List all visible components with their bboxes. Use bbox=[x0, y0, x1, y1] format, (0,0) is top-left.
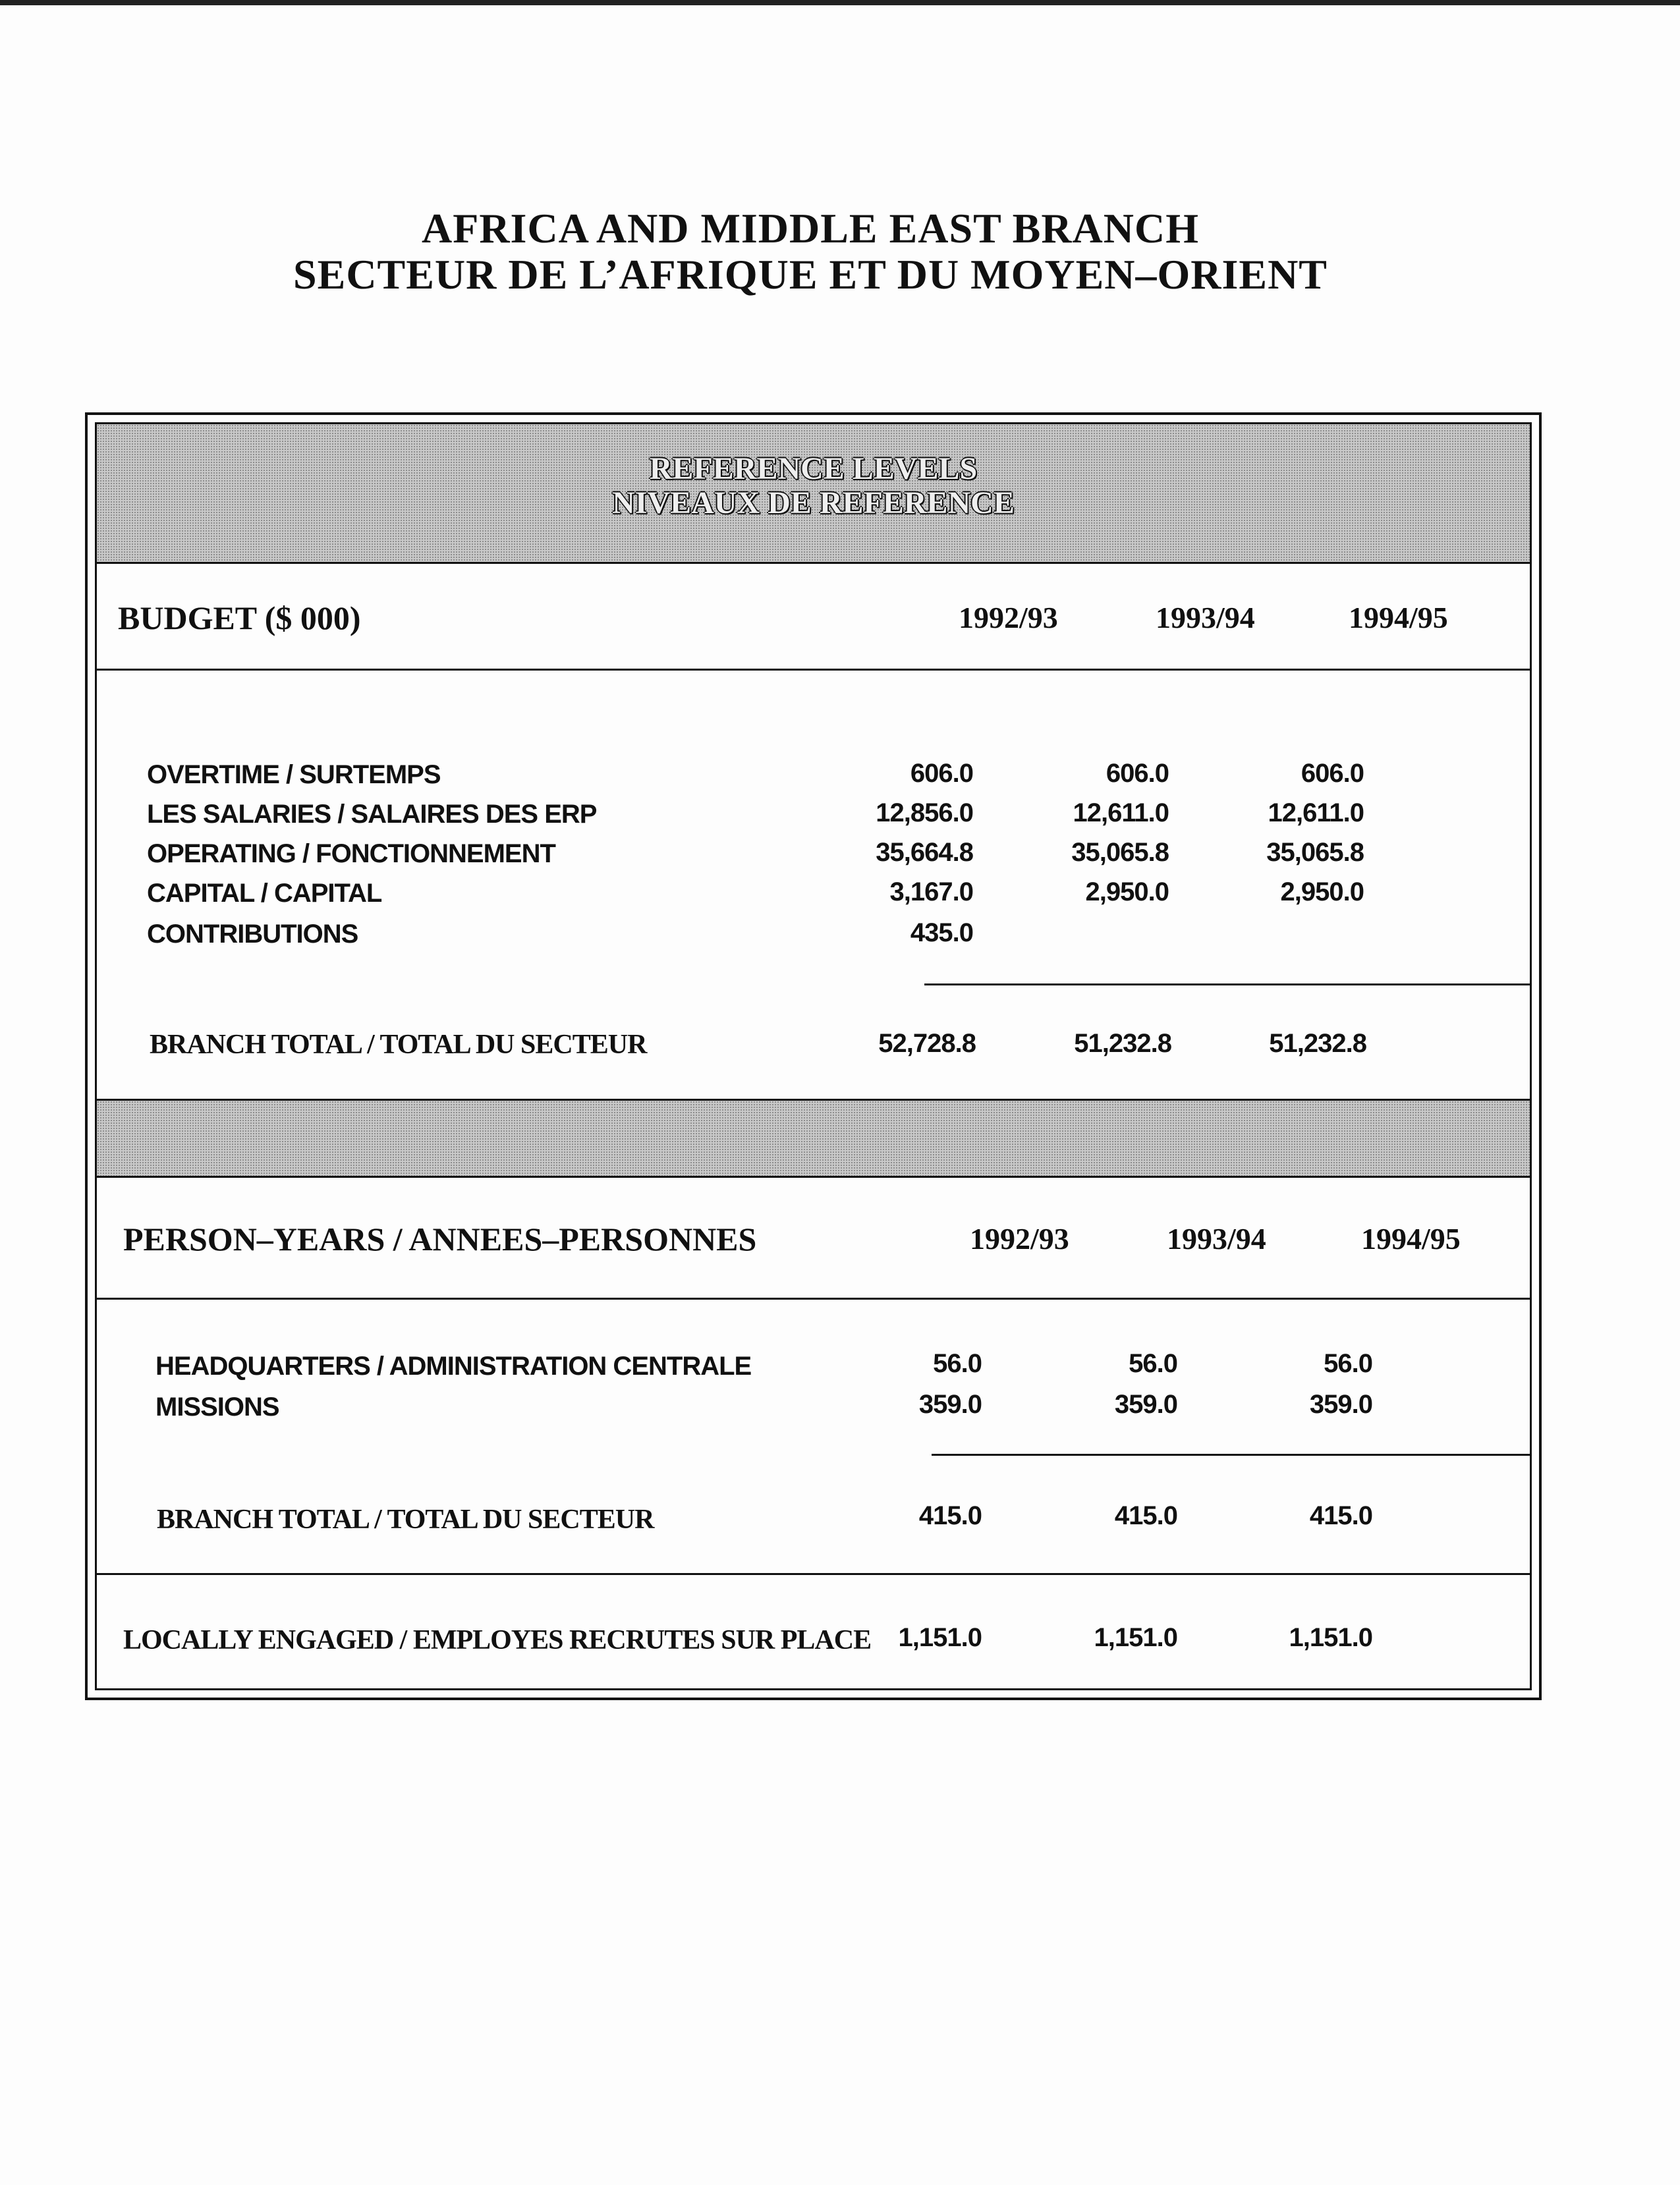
budget-row-value: 12,611.0 bbox=[1073, 798, 1169, 827]
budget-row-label: CAPITAL / CAPITAL bbox=[147, 879, 382, 908]
budget-row-value: 3,167.0 bbox=[889, 877, 973, 906]
person-years-row-value: 359.0 bbox=[1114, 1390, 1177, 1419]
reference-levels-title-french: NIVEAUX DE REFERENCE bbox=[612, 485, 1015, 520]
budget-heading: BUDGET ($ 000) bbox=[118, 599, 361, 636]
budget-row-label: LES SALARIES / SALAIRES DES ERP bbox=[147, 800, 597, 829]
budget-row-label: OPERATING / FONCTIONNEMENT bbox=[147, 839, 555, 868]
person-years-row-value: 56.0 bbox=[1324, 1349, 1372, 1378]
person-years-row-label: MISSIONS bbox=[155, 1393, 279, 1422]
locally-engaged-value: 1,151.0 bbox=[1289, 1623, 1372, 1652]
budget-total-value: 51,232.8 bbox=[1074, 1029, 1171, 1058]
budget-row-value: 35,065.8 bbox=[1071, 838, 1169, 867]
budget-row-value: 606.0 bbox=[1301, 759, 1364, 788]
person-years-row-label: HEADQUARTERS / ADMINISTRATION CENTRALE bbox=[155, 1352, 752, 1381]
reference-table-frame bbox=[85, 412, 1542, 1700]
budget-row-label: OVERTIME / SURTEMPS bbox=[147, 760, 441, 789]
budget-row-value: 35,065.8 bbox=[1266, 838, 1364, 867]
budget-total-value: 51,232.8 bbox=[1269, 1029, 1366, 1058]
budget-total-value: 52,728.8 bbox=[878, 1029, 976, 1058]
person-years-header-divider bbox=[97, 1298, 1530, 1300]
budget-year-2: 1993/94 bbox=[1156, 601, 1255, 634]
person-years-row-value: 359.0 bbox=[1309, 1390, 1372, 1419]
person-years-subtotal-rule bbox=[932, 1454, 1530, 1456]
person-years-total-value: 415.0 bbox=[918, 1501, 982, 1530]
budget-year-3: 1994/95 bbox=[1349, 601, 1448, 634]
budget-row-value: 35,664.8 bbox=[876, 838, 973, 867]
budget-row-value: 606.0 bbox=[910, 759, 973, 788]
locally-engaged-label: LOCALLY ENGAGED / EMPLOYES RECRUTES SUR PLACE bbox=[123, 1625, 872, 1655]
page-title-french: SECTEUR DE L’AFRIQUE ET DU MOYEN–ORIENT bbox=[293, 251, 1328, 298]
budget-row-value: 12,611.0 bbox=[1268, 798, 1364, 827]
budget-row-value: 2,950.0 bbox=[1085, 877, 1169, 906]
person-years-total-value: 415.0 bbox=[1114, 1501, 1177, 1530]
person-years-total-value: 415.0 bbox=[1309, 1501, 1372, 1530]
budget-header-divider bbox=[97, 669, 1530, 671]
budget-year-1: 1992/93 bbox=[959, 601, 1058, 634]
person-years-heading: PERSON–YEARS / ANNEES–PERSONNES bbox=[123, 1221, 757, 1258]
locally-engaged-divider bbox=[97, 1573, 1530, 1575]
person-years-row-value: 56.0 bbox=[1129, 1349, 1177, 1378]
budget-subtotal-rule bbox=[924, 983, 1530, 985]
reference-table bbox=[95, 422, 1532, 1690]
budget-row-label: CONTRIBUTIONS bbox=[147, 920, 358, 949]
person-years-total-label: BRANCH TOTAL / TOTAL DU SECTEUR bbox=[157, 1505, 654, 1535]
budget-total-label: BRANCH TOTAL / TOTAL DU SECTEUR bbox=[150, 1030, 647, 1060]
person-years-year-2: 1993/94 bbox=[1167, 1222, 1266, 1256]
budget-row-value: 2,950.0 bbox=[1280, 877, 1364, 906]
person-years-year-1: 1992/93 bbox=[970, 1222, 1069, 1256]
locally-engaged-value: 1,151.0 bbox=[898, 1623, 982, 1652]
locally-engaged-value: 1,151.0 bbox=[1094, 1623, 1177, 1652]
person-years-year-3: 1994/95 bbox=[1361, 1222, 1461, 1256]
budget-row-value: 606.0 bbox=[1106, 759, 1169, 788]
section-separator-band bbox=[97, 1099, 1530, 1178]
page-title-english: AFRICA AND MIDDLE EAST BRANCH bbox=[422, 205, 1199, 252]
person-years-row-value: 56.0 bbox=[933, 1349, 982, 1378]
budget-row-value: 435.0 bbox=[910, 918, 973, 947]
top-edge-rule bbox=[0, 0, 1680, 5]
reference-levels-banner bbox=[97, 424, 1530, 564]
reference-levels-title: REFERENCE LEVELS bbox=[649, 451, 978, 486]
person-years-row-value: 359.0 bbox=[918, 1390, 982, 1419]
budget-row-value: 12,856.0 bbox=[876, 798, 973, 827]
